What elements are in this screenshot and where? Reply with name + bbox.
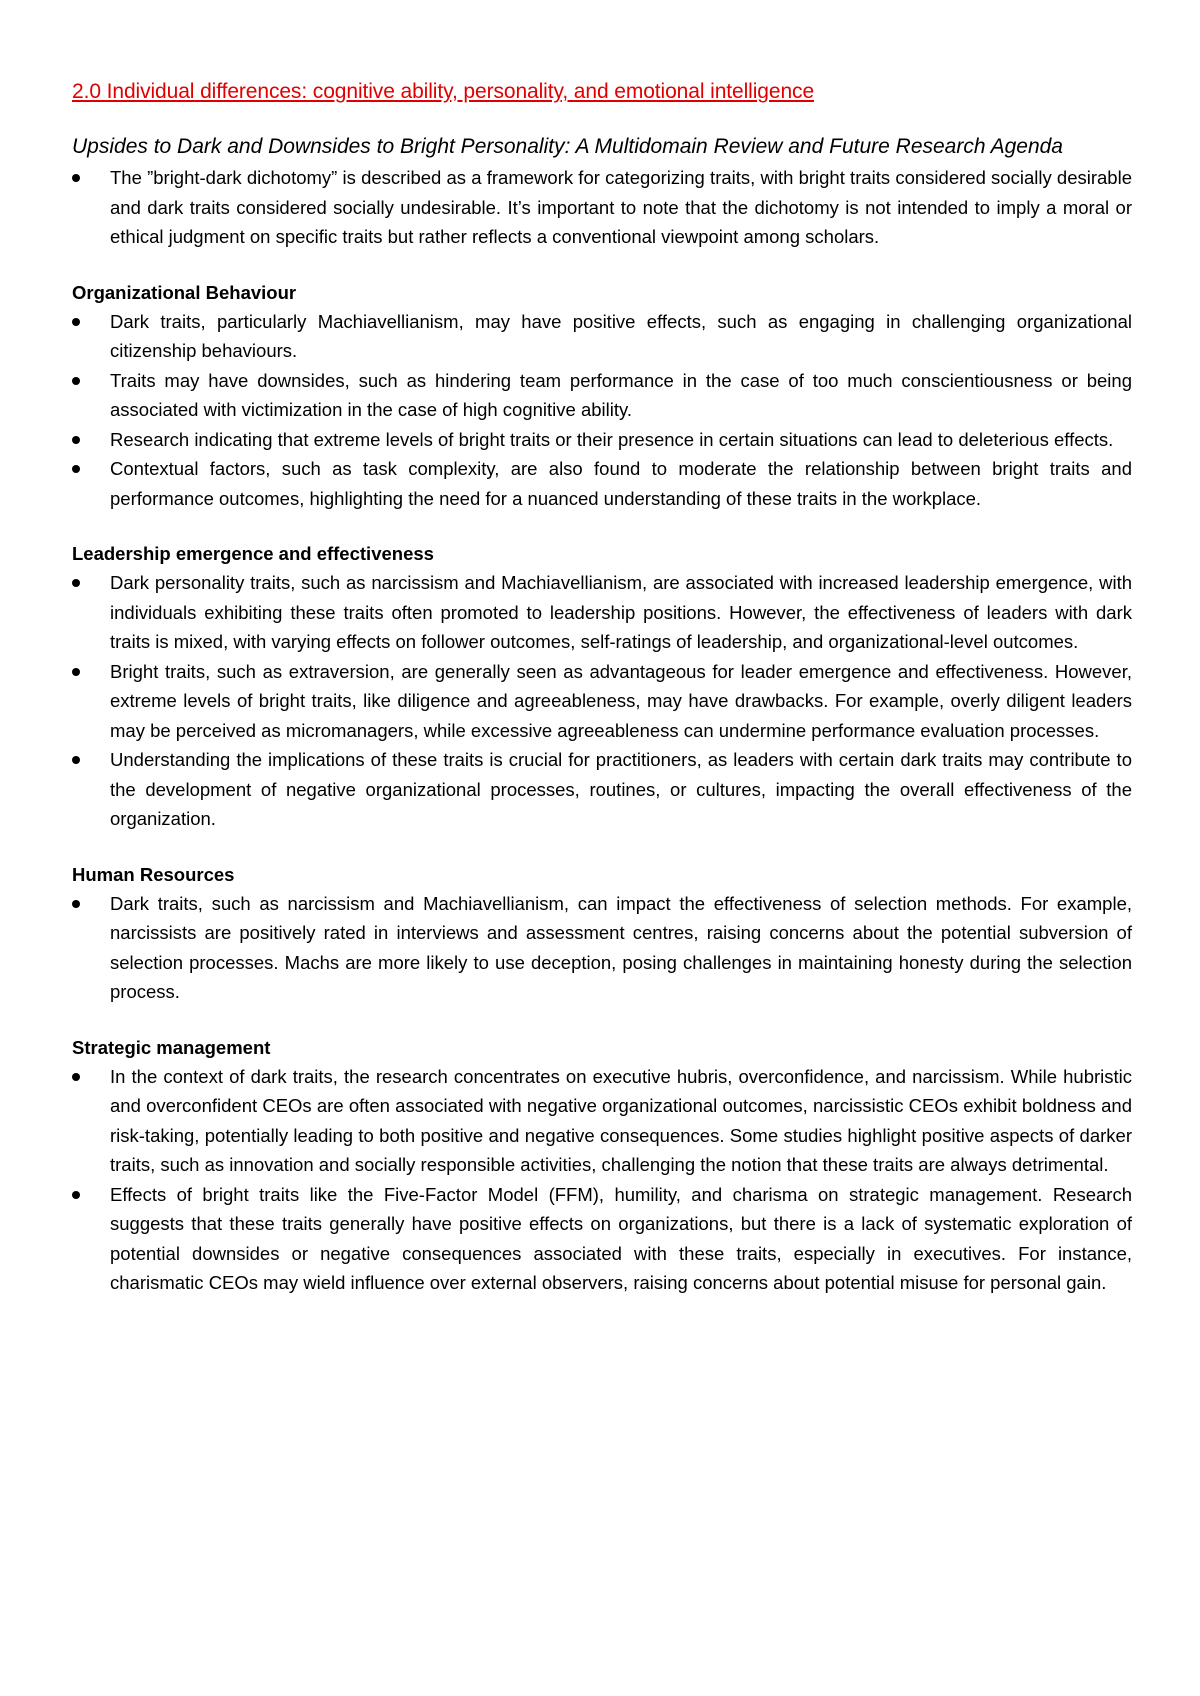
bullet-text: Contextual factors, such as task complexity, are also found to moderate the relationship between bright traits and performance outcomes, highlighting the need for a nuanced understanding of these traits in the workplace. — [110, 458, 1132, 509]
section-heading: 2.0 Individual differences: cognitive ability, personality, and emotional intelligence — [72, 80, 815, 103]
bullet-text: Understanding the implications of these traits is crucial for practitioners, as leaders with certain dark traits may contribute to the development of negative organizational processes, routines, or cultures, impacting the overall effectiveness of the organization. — [110, 749, 1132, 829]
bullet-icon — [72, 756, 80, 764]
list-item — [72, 745, 1132, 834]
list-item — [72, 307, 1132, 366]
bullet-icon — [72, 579, 80, 587]
list-item — [72, 163, 1132, 252]
list-item — [72, 1062, 1132, 1180]
bullet-text: Research indicating that extreme levels of bright traits or their presence in certain situations can lead to deleterious effects. — [110, 428, 1114, 450]
article-title: Upsides to Dark and Downsides to Bright Personality: A Multidomain Review and Future Research Agenda — [72, 135, 1063, 158]
bullet-icon — [72, 1191, 80, 1199]
bullet-icon — [72, 174, 80, 182]
list-item — [72, 568, 1132, 657]
bullet-icon — [72, 465, 80, 473]
subheading: Organizational Behaviour — [72, 281, 297, 303]
bullet-icon — [72, 1073, 80, 1081]
bullet-list — [72, 889, 1132, 1007]
bullet-icon — [72, 377, 80, 385]
list-item — [72, 657, 1132, 746]
section-human-resources — [72, 860, 1132, 1007]
bullet-icon — [72, 318, 80, 326]
section-strategic-management — [72, 1033, 1132, 1298]
bullet-text: Dark traits, particularly Machiavellianism, may have positive effects, such as engaging in challenging organizational citizenship behaviours. — [110, 310, 1132, 361]
bullet-icon — [72, 668, 80, 676]
bullet-text: Dark personality traits, such as narcissism and Machiavellianism, are associated with increased leadership emergence, with individuals exhibiting these traits often promoted to leadership positions. However, the effectiveness of leaders with dark traits is mixed, with varying effects on follower outcomes, self-ratings of leadership, and organizational-level outcomes. — [110, 572, 1132, 652]
section-organizational-behaviour — [72, 278, 1132, 514]
list-item — [72, 366, 1132, 425]
bullet-text: Traits may have downsides, such as hindering team performance in the case of too much conscientiousness or being associated with victimization in the case of high cognitive ability. — [110, 369, 1132, 420]
bullet-text: Dark traits, such as narcissism and Machiavellianism, can impact the effectiveness of selection methods. For example, narcissists are positively rated in interviews and assessment centres, raising concerns about the potential subversion of selection processes. Machs are more likely to use deception, posing challenges in maintaining honesty during the selection process. — [110, 892, 1132, 1002]
bullet-icon — [72, 436, 80, 444]
bullet-text: The ”bright-dark dichotomy” is described as a framework for categorizing traits, with bright traits considered socially desirable and dark traits considered socially undesirable. It’s important to note that the dichotomy is not intended to imply a moral or ethical judgment on specific traits but rather reflects a conventional viewpoint among scholars. — [110, 167, 1132, 247]
list-item — [72, 1180, 1132, 1298]
subheading: Strategic management — [72, 1036, 271, 1058]
bullet-list — [72, 307, 1132, 514]
subheading: Human Resources — [72, 863, 235, 885]
section-leadership — [72, 539, 1132, 834]
bullet-text: In the context of dark traits, the research concentrates on executive hubris, overconfidence, and narcissism. While hubristic and overconfident CEOs are often associated with negative organizational outcomes, narcissistic CEOs exhibit boldness and risk-taking, potentially leading to both positive and negative consequences. Some studies highlight positive aspects of darker traits, such as innovation and socially responsible activities, challenging the notion that these traits are always detrimental. — [110, 1065, 1132, 1175]
subheading: Leadership emergence and effectiveness — [72, 543, 434, 564]
bullet-list — [72, 1062, 1132, 1298]
bullet-icon — [72, 900, 80, 908]
bullet-text: Effects of bright traits like the Five-Factor Model (FFM), humility, and charisma on strategic management. Research suggests that these traits generally have positive effects on organizations, but there is a lack of systematic exploration of potential downsides or negative consequences associated with these traits, especially in executives. For instance, charismatic CEOs may wield influence over external observers, raising concerns about potential misuse for personal gain. — [110, 1183, 1132, 1293]
list-item — [72, 454, 1132, 513]
list-item — [72, 425, 1132, 455]
bullet-text: Bright traits, such as extraversion, are generally seen as advantageous for leader emergence and effectiveness. However, extreme levels of bright traits, like diligence and agreeableness, may have drawbacks. For example, overly diligent leaders may be perceived as micromanagers, while excessive agreeableness can undermine performance evaluation processes. — [110, 660, 1132, 741]
intro-bullet-list — [72, 163, 1132, 252]
bullet-list — [72, 568, 1132, 834]
list-item — [72, 889, 1132, 1007]
